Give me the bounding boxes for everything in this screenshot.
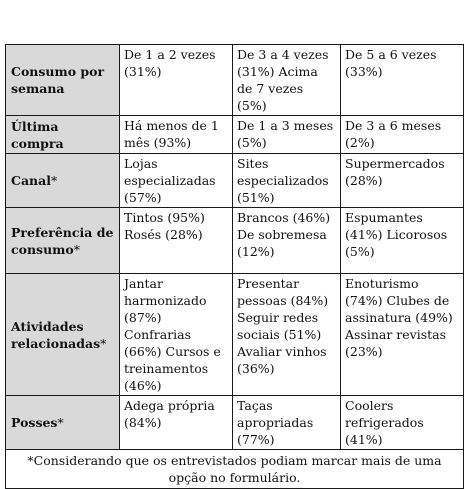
- table-cell: De 5 a 6 vezes (33%): [341, 45, 464, 116]
- table-cell: Tintos (95%) Rosés (28%): [120, 208, 233, 274]
- row-header: Canal*: [6, 154, 120, 208]
- table-row: [6, 396, 464, 450]
- table-cell: Enoturismo (74%) Clubes de assinatura (49%) Assinar revistas (23%): [341, 274, 464, 396]
- table-row: [6, 154, 464, 208]
- table-cell: Há menos de 1 mês (93%): [120, 116, 233, 154]
- table-row: [6, 208, 464, 274]
- table-row: [6, 274, 464, 396]
- table-footnote-row: [6, 450, 464, 489]
- table-cell: Presentar pessoas (84%) Seguir redes sociais (51%) Avaliar vinhos (36%): [233, 274, 341, 396]
- consumer-profile-table: [5, 44, 464, 489]
- table-cell: Adega própria (84%): [120, 396, 233, 450]
- table-row: [6, 45, 464, 116]
- footnote: *Considerando que os entrevistados podiam marcar mais de uma opção no formulário.: [6, 450, 464, 489]
- table-cell: Brancos (46%) De sobremesa (12%): [233, 208, 341, 274]
- table-cell: De 1 a 2 vezes (31%): [120, 45, 233, 116]
- table-cell: De 3 a 6 meses (2%): [341, 116, 464, 154]
- table-cell: Jantar harmonizado (87%) Confrarias (66%) Cursos e treinamentos (46%): [120, 274, 233, 396]
- row-header: Atividades relacionadas*: [6, 274, 120, 396]
- table-cell: Taças apropriadas (77%): [233, 396, 341, 450]
- table-cell: Coolers refrigerados (41%): [341, 396, 464, 450]
- table-cell: Lojas especializadas (57%): [120, 154, 233, 208]
- table-cell: De 1 a 3 meses (5%): [233, 116, 341, 154]
- table-cell: Sites especializados (51%): [233, 154, 341, 208]
- row-header: Última compra: [6, 116, 120, 154]
- row-header: Consumo por semana: [6, 45, 120, 116]
- table-cell: Supermercados (28%): [341, 154, 464, 208]
- table-cell: Espumantes (41%) Licorosos (5%): [341, 208, 464, 274]
- row-header: Posses*: [6, 396, 120, 450]
- table-cell: De 3 a 4 vezes (31%) Acima de 7 vezes (5%): [233, 45, 341, 116]
- row-header: Preferência de consumo*: [6, 208, 120, 274]
- table-row: [6, 116, 464, 154]
